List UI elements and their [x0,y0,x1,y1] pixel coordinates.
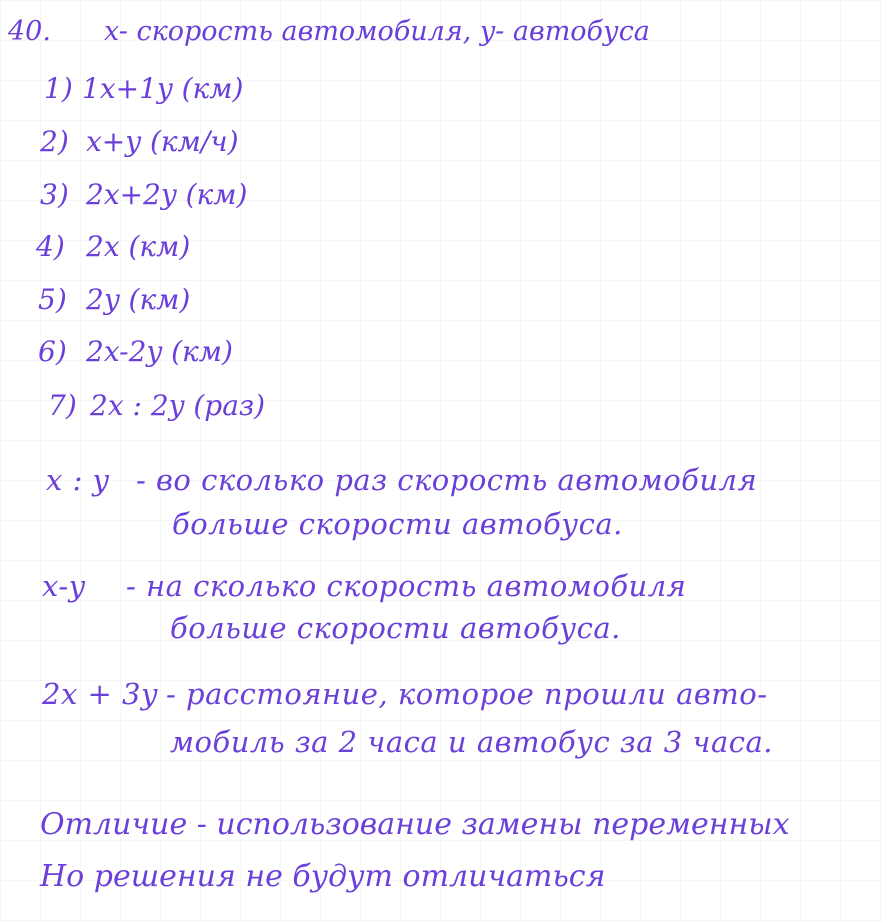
item-expression: 2x : 2y (раз) [90,389,266,422]
item-expression: 1x+1y (км) [82,72,244,105]
item-expression: 2y (км) [86,283,191,316]
note-expression: x : y [46,463,110,497]
note-text-line: - на сколько скорость автомобиля [126,569,687,603]
note-text-line: больше скорости автобуса. [170,611,621,645]
item-expression: 2x-2y (км) [86,335,233,368]
item-number: 6) [38,335,67,368]
note-expression: 2x + 3y [42,677,158,711]
item-number: 7) [48,389,77,422]
item-expression: 2x (км) [86,230,191,263]
note-text-line: - во сколько раз скорость автомобиля [136,463,758,497]
item-number: 3) [40,178,69,211]
note-text-line: - расстояние, которое прошли авто- [166,677,768,711]
problem-statement: x- скорость автомобиля, y- автобуса [104,16,650,47]
item-number: 4) [36,230,65,263]
item-number: 1) [44,72,73,105]
item-expression: 2x+2y (км) [86,178,248,211]
note-expression: x-y [42,569,86,603]
problem-number: 40. [8,16,51,47]
item-number: 2) [40,125,69,158]
item-expression: x+y (км/ч) [86,125,239,158]
note-text-line: мобиль за 2 часа и автобус за 3 часа. [170,725,774,759]
conclusion-line: Отличие - использование замены переменных [40,807,790,842]
conclusion-line: Но решения не будут отличаться [40,859,606,894]
note-text-line: больше скорости автобуса. [172,507,623,541]
item-number: 5) [38,283,67,316]
